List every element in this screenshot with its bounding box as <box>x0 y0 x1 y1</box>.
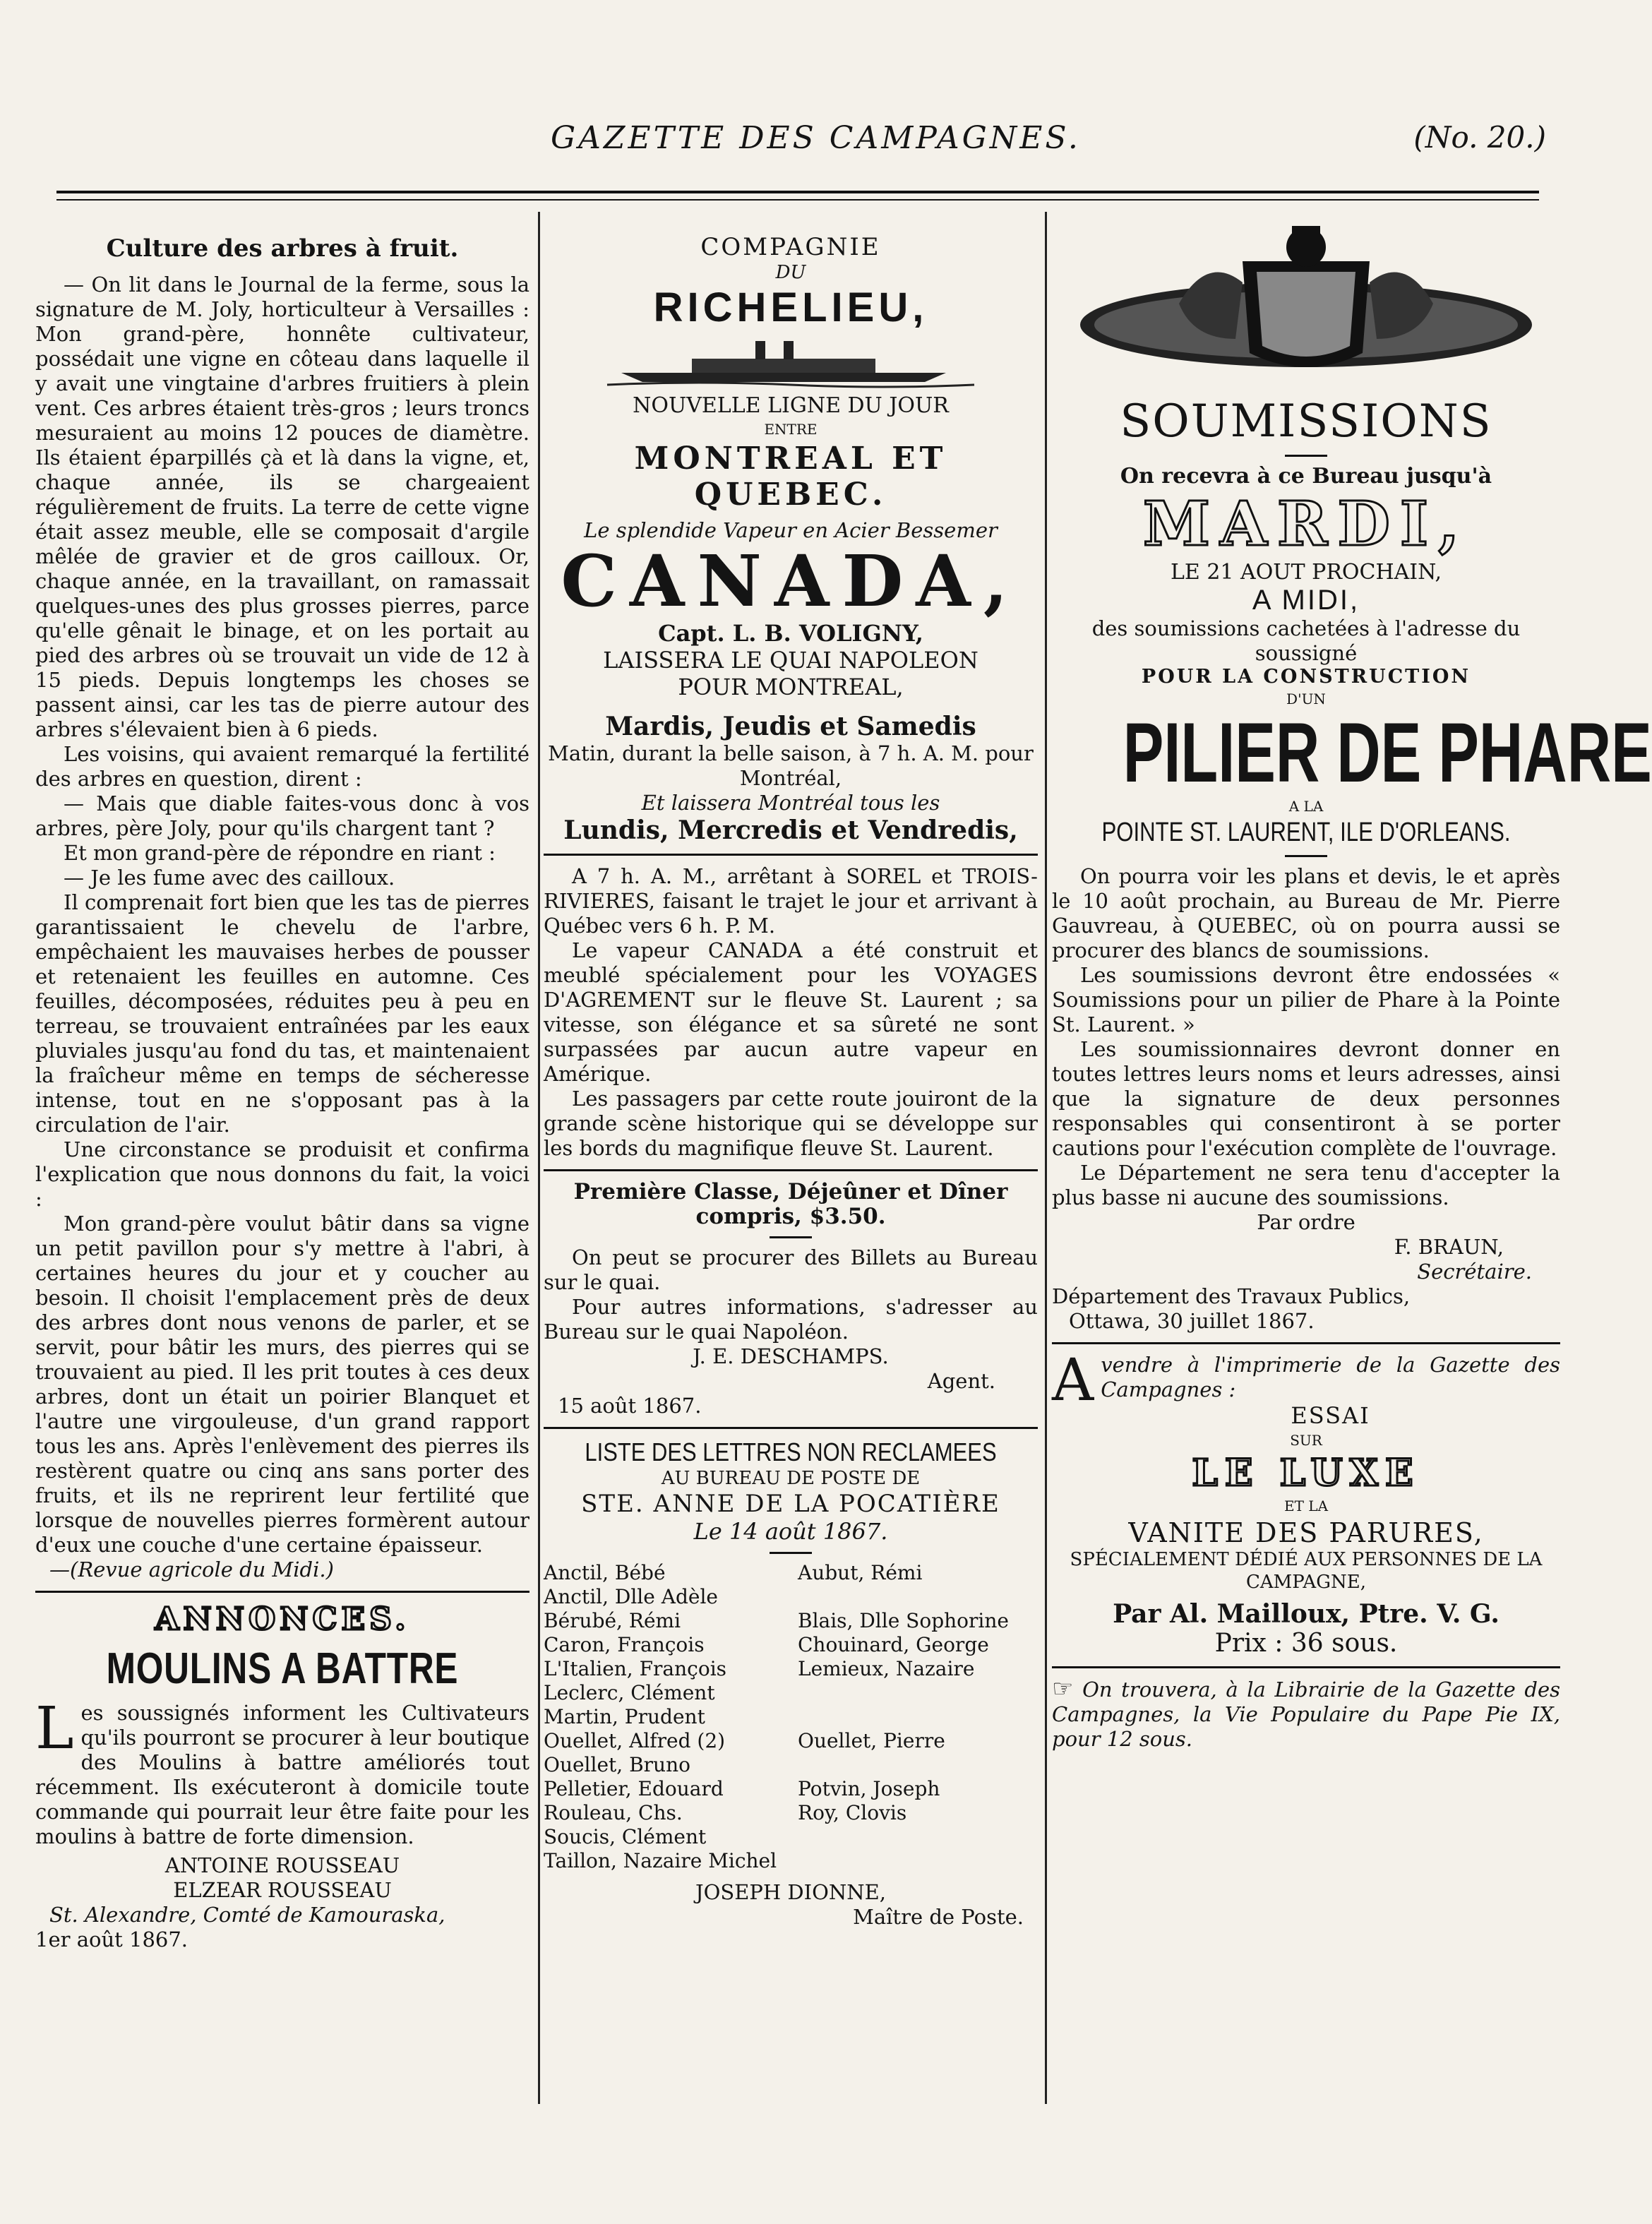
annonces-heading: ANNONCES. <box>155 1601 410 1637</box>
column-divider <box>538 212 540 2104</box>
letter-entry: Ouellet, Bruno <box>544 1753 690 1776</box>
dedie: SPÉCIALEMENT DÉDIÉ AUX PERSONNES DE LA CAMPAGNE, <box>1070 1549 1543 1593</box>
soum-endossees: Les soumissions devront être endossées « Soumissions pour un pilier de Phare à la Pointe St. Laurent. » <box>1052 963 1560 1036</box>
letter-entry: Anctil, Dlle Adèle <box>544 1585 718 1608</box>
section-rule <box>544 1169 1038 1171</box>
section-rule <box>544 1427 1038 1429</box>
letter-entry: Ouellet, Pierre <box>798 1729 945 1752</box>
secretaire: Secrétaire. <box>1417 1260 1532 1284</box>
ad-pour-montreal: POUR MONTREAL, <box>678 674 904 700</box>
letters-list <box>544 1561 1038 1873</box>
article-paragraph: Il comprenait fort bien que les tas de pierres garantissaient le chevelu de l'arbre, empêchaient les mauvaises herbes de pousser et retenaient les feuilles en automne. Ces feuilles, décomposées, réduites peu à peu en terreau, se trouvaient entraînées par les eaux pluviales jusqu'au fond du tas, et maintenaient la fraîcheur même en temps de sécheresse intense, tout en ne s'opposant pas à la circulation de l'air. <box>35 890 529 1137</box>
royal-arms-icon <box>1073 219 1539 395</box>
recevra: On recevra à ce Bureau jusqu'à <box>1120 464 1492 489</box>
ad-et-laissera: Et laissera Montréal tous les <box>641 791 940 815</box>
letter-entry <box>798 1705 1038 1729</box>
letter-entry: Potvin, Joseph <box>798 1777 940 1800</box>
dropcap: L <box>35 1695 74 1762</box>
article-paragraph: Une circonstance se produisit et confirma l'explication que nous donnons du fait, la voici : <box>35 1137 529 1211</box>
article-paragraph: Les voisins, qui avaient remarqué la fertilité des arbres en question, dirent : <box>35 742 529 791</box>
letter-entry: Leclerc, Clément <box>544 1681 715 1704</box>
soumissions-title: SOUMISSIONS <box>1120 395 1492 448</box>
column-right <box>1052 212 1652 2189</box>
ad-date: 1er août 1867. <box>35 1927 188 1951</box>
section-rule <box>1052 1666 1560 1668</box>
letter-entry <box>798 1681 1038 1705</box>
ad-splendide: Le splendide Vapeur en Acier Bessemer <box>584 518 998 542</box>
short-rule <box>770 1236 812 1238</box>
ad-premiere-classe: Première Classe, Déjeûner et Dîner compris, $3.50. <box>573 1179 1008 1229</box>
ad-richelieu: RICHELIEU, <box>653 285 928 330</box>
ad-deschamps: J. E. DESCHAMPS. <box>693 1344 889 1368</box>
ad-agent: Agent. <box>927 1369 995 1393</box>
par-ordre: Par ordre <box>1257 1210 1355 1234</box>
ad-compagnie: COMPAGNIE <box>700 233 881 261</box>
signature: ELZEAR ROUSSEAU <box>173 1878 392 1902</box>
letter-entry: Blais, Dlle Sophorine <box>798 1609 1009 1632</box>
moulins-ad <box>35 1695 529 1849</box>
short-rule <box>1285 855 1327 857</box>
avendre-ad <box>1052 1347 1560 1414</box>
letter-entry <box>798 1825 1038 1849</box>
vanite: VANITE DES PARURES, <box>1128 1517 1484 1548</box>
liste-maitre: Maître de Poste. <box>853 1905 1024 1929</box>
prix: Prix : 36 sous. <box>1214 1629 1398 1658</box>
letter-entry: Bérubé, Rémi <box>544 1609 681 1632</box>
soum-plans: On pourra voir les plans et devis, le et après le 10 août prochain, au Bureau de Mr. Pierre Gauvreau, à QUEBEC, où on pourra aussi se procurer des blancs de soumissions. <box>1052 864 1560 962</box>
dun: D'UN <box>1286 690 1326 707</box>
letter-entry: Lemieux, Nazaire <box>798 1657 975 1680</box>
ad-passagers: Les passagers par cette route jouiront de la grande scène historique qui se développe sur les bords du magnifique fleuve St. Laurent. <box>544 1087 1038 1160</box>
dropcap: A <box>1052 1347 1094 1414</box>
essai: ESSAI <box>1291 1402 1370 1429</box>
letter-entry: Caron, François <box>544 1633 705 1656</box>
pointing-hand-icon: ☞ <box>1052 1675 1074 1703</box>
header-rule <box>56 191 1539 201</box>
article-paragraph: Mon grand-père voulut bâtir dans sa vigne un petit pavillon pour s'y mettre à l'abri, à certaines heures du jour et y coucher au besoin. Il choisit l'emplacement près de deux des arbres dont nous venons de parler, et se servit, pour bâtir les murs, des pierres qui se trouvaient au pied. Il les prit toutes à ces deux arbres, dont un était un poirier Blanquet et l'autre une virgouleuse, d'un grand rapport tous les ans. Après l'enlèvement des pierres ils restèrent quatre ou cinq ans sans porter des fruits, et ils ne reprirent leur fertilité que lorsque de nouvelles pierres formèrent autour d'eux une couche d'une certaine épaisseur. <box>35 1212 529 1557</box>
soum-departement: Le Département ne sera tenu d'accepter la plus basse ni aucune des soumissions. <box>1052 1161 1560 1209</box>
section-rule <box>1052 1342 1560 1344</box>
a-midi: A MIDI, <box>1252 585 1360 616</box>
liste-bureau: AU BUREAU DE POSTE DE <box>661 1468 921 1489</box>
ad-matin: Matin, durant la belle saison, à 7 h. A. M. pour Montréal, <box>548 741 1034 790</box>
mailloux: Par Al. Mailloux, Ptre. V. G. <box>1113 1599 1500 1629</box>
sur: SUR <box>1290 1432 1322 1449</box>
et-la: ET LA <box>1283 1497 1329 1514</box>
liste-ste-anne: STE. ANNE DE LA POCATIÈRE <box>581 1490 1000 1518</box>
letter-entry: Ouellet, Alfred (2) <box>544 1729 726 1752</box>
ad-informations: Pour autres informations, s'adresser au Bureau sur le quai Napoléon. <box>544 1295 1038 1344</box>
ad-entre: ENTRE <box>764 421 818 438</box>
pilier-title: PILIER DE PHARE <box>1123 705 1652 800</box>
letter-entry <box>798 1585 1038 1609</box>
ad-montreal-quebec: MONTREAL ET QUEBEC. <box>634 441 947 513</box>
short-rule <box>1285 455 1327 457</box>
soum-soumissionnaires: Les soumissionnaires devront donner en toutes lettres leurs noms et leurs adresses, ainsi que la signature de deux personnes responsables qui consentiront à se porter cautions pour l'exécution complète de l'ouvrage. <box>1052 1037 1560 1160</box>
ad-canada: CANADA, <box>561 539 1021 623</box>
ottawa: Ottawa, 30 juillet 1867. <box>1069 1309 1315 1333</box>
le-luxe: LE LUXE <box>1192 1452 1420 1495</box>
ad-lundis: Lundis, Mercredis et Vendredis, <box>563 815 1018 845</box>
avendre-text: vendre à l'imprimerie de la Gazette des Campagnes : <box>1101 1353 1560 1401</box>
ad-date: 15 août 1867. <box>558 1394 702 1418</box>
liste-date: Le 14 août 1867. <box>693 1518 888 1545</box>
issue-number: (No. 20.) <box>1413 120 1546 155</box>
pointe-title: POINTE ST. LAURENT, ILE D'ORLEANS. <box>1101 818 1511 847</box>
article-paragraph: Et mon grand-père de répondre en riant : <box>64 841 496 865</box>
dept: Département des Travaux Publics, <box>1052 1284 1411 1308</box>
ad-du: DU <box>775 262 806 283</box>
librairie <box>1052 1677 1560 1752</box>
letter-entry: Martin, Prudent <box>544 1705 705 1728</box>
a-la: A LA <box>1288 798 1324 815</box>
librairie-text: On trouvera, à la Librairie de la Gazette des Campagnes, la Vie Populaire du Pape Pie IX, pour 12 sous. <box>1052 1678 1561 1751</box>
article-paragraph: — On lit dans le Journal de la ferme, sous la signature de M. Joly, horticulteur à Versailles : Mon grand-père, honnête cultivateur, possédait une vigne en côteau dans laquelle il y avait une vingtaine d'arbres fruitiers à plein vent. Ces arbres étaient très-gros ; leurs troncs mesuraient au moins 12 pouces de diamètre. Ils étaient éparpillés çà et là dans la vigne, et, chaque année, ils se chargeaient régulièrement de fruits. La terre de cette vigne était assez meuble, elle se composait d'argile mêlée de gravier et de gros cailloux. Or, chaque année, en la travaillant, on ramassait quelques-unes des plus grosses pierres, parce qu'elle gênait le binage, et on les portait au pied des arbres où se trouvait un vide de 12 à 15 pieds. Depuis longtemps les choses se passent ainsi, car les tas de pierre autour des arbres s'élevaient bien à 6 pieds. <box>35 273 529 741</box>
short-rule <box>770 1552 812 1554</box>
masthead <box>42 120 1546 184</box>
letter-entry <box>798 1753 1038 1777</box>
letter-entry: Rouleau, Chs. <box>544 1801 683 1824</box>
article-body <box>35 273 529 1558</box>
article-paragraph: — Mais que diable faites-vous donc à vos arbres, père Joly, pour qu'ils chargent tant ? <box>35 791 529 840</box>
moulins-text: es soussignés informent les Cultivateurs qu'ils pourront se procurer à leur boutique des Moulins à battre améliorés tout récemment. Ils exécuteront à domicile toute commande qui pourrait leur être faite pour les moulins à battre de forte dimension. <box>35 1701 529 1848</box>
ad-captain: Capt. L. B. VOLIGNY, <box>658 620 923 647</box>
braun: F. BRAUN, <box>1394 1235 1504 1259</box>
article-title: Culture des arbres à fruit. <box>106 234 459 263</box>
letter-entry: Aubut, Rémi <box>798 1561 923 1584</box>
le21: LE 21 AOUT PROCHAIN, <box>1170 560 1442 585</box>
moulins-title: MOULINS A BATTRE <box>106 1644 459 1693</box>
signature: ANTOINE ROUSSEAU <box>164 1853 400 1877</box>
ad-horaire: A 7 h. A. M., arrêtant à SOREL et TROIS-RIVIERES, faisant le trajet le jour et arrivant à Québec vers 6 h. P. M. <box>544 864 1038 938</box>
column-divider <box>1045 212 1047 2104</box>
letter-entry: L'Italien, François <box>544 1657 727 1680</box>
ad-nouvelle-ligne: NOUVELLE LIGNE DU JOUR <box>633 393 949 418</box>
steamship-icon <box>607 334 974 390</box>
pour-construction: POUR LA CONSTRUCTION <box>1141 666 1471 688</box>
column-left <box>35 212 529 2189</box>
letter-entry: Anctil, Bébé <box>544 1561 666 1584</box>
letter-entry: Chouinard, George <box>798 1633 989 1656</box>
letter-entry: Roy, Clovis <box>798 1801 907 1824</box>
section-rule <box>35 1591 529 1593</box>
liste-dionne: JOSEPH DIONNE, <box>695 1880 887 1904</box>
ad-place: St. Alexandre, Comté de Kamouraska, <box>49 1903 445 1927</box>
article-paragraph: — Je les fume avec des cailloux. <box>64 866 395 890</box>
article-source: —(Revue agricole du Midi.) <box>49 1558 334 1582</box>
ad-laissera: LAISSERA LE QUAI NAPOLEON <box>603 647 978 674</box>
liste-title: LISTE DES LETTRES NON RECLAMEES <box>585 1437 997 1466</box>
column-middle <box>544 212 1038 2189</box>
newspaper-title: GAZETTE DES CAMPAGNES. <box>551 120 1081 156</box>
section-rule <box>544 854 1038 856</box>
cachetees: des soumissions cachetées à l'adresse du soussigné <box>1091 616 1521 665</box>
letter-entry: Soucis, Clément <box>544 1825 707 1848</box>
mardi: MARDI, <box>1142 489 1470 560</box>
ad-mardis: Mardis, Jeudis et Samedis <box>605 712 976 741</box>
ad-vapeur: Le vapeur CANADA a été construit et meublé spécialement pour les VOYAGES D'AGREMENT sur le fleuve St. Laurent ; sa vitesse, son élégance et sa sûreté ne sont surpassées par aucun autre vapeur en Amérique. <box>544 938 1038 1086</box>
letter-entry <box>798 1849 1038 1873</box>
letter-entry: Taillon, Nazaire Michel <box>544 1849 777 1872</box>
ad-billets: On peut se procurer des Billets au Bureau sur le quai. <box>544 1245 1038 1294</box>
letter-entry: Pelletier, Edouard <box>544 1777 724 1800</box>
